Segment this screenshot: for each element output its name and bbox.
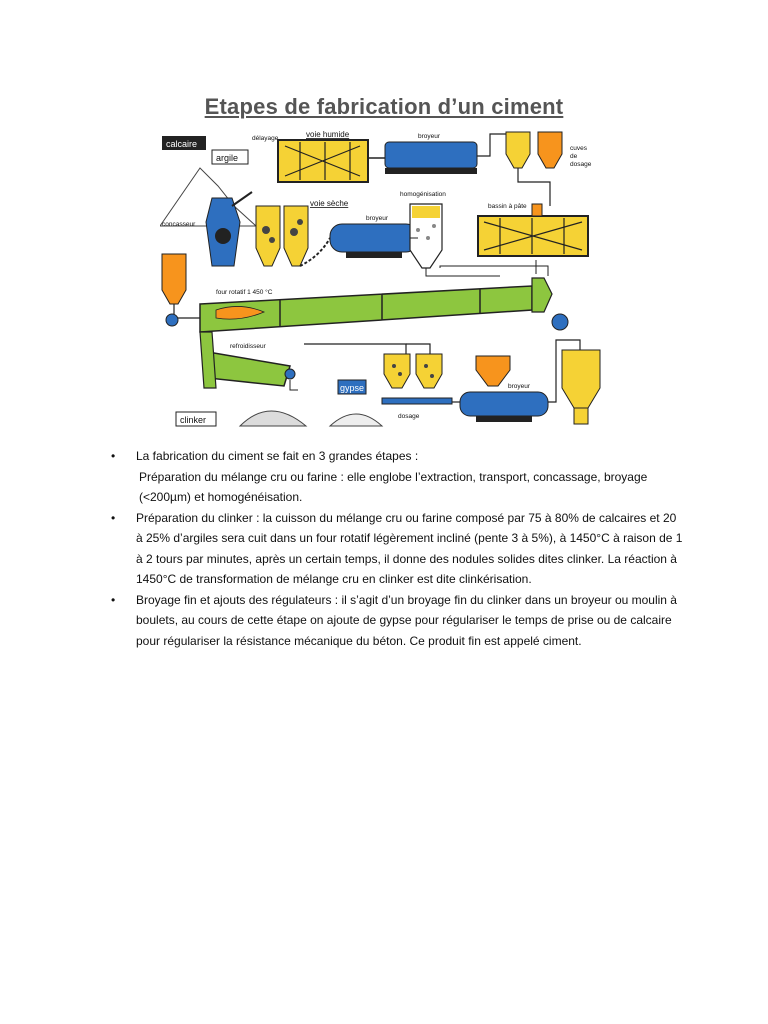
delayage-label: délayage [252, 135, 279, 142]
voie-seche-label: voie sèche [310, 199, 349, 208]
homogenisation-label: homogénisation [400, 191, 446, 198]
calcaire-label: calcaire [166, 139, 198, 149]
broyeur-bottom [460, 392, 548, 416]
clinker-label: clinker [180, 415, 207, 425]
list-item-intro [111, 446, 686, 508]
broyeur-mid-label: broyeur [366, 215, 389, 222]
bullet-glyph: • [111, 510, 116, 525]
list-item-step-2 [111, 508, 686, 590]
dosage-bottom-label: dosage [398, 413, 420, 420]
concasseur-label: concasseur [162, 221, 196, 228]
step-2-text: Préparation du clinker : la cuisson du mélange cru ou farine composé par 75 à 80% de calcaires et 20 à 25% d’argiles sera cuit dans un four rotatif légèrement incliné (pente 3 à 5%), à 1450°C à raison de 1 à 2 tours par minutes, après un certain temps, il donne des nodules solides dites clinker. La réaction à 1450°C de transformation de mélange cru en clinker est dite clinkérisation. [136, 510, 683, 586]
cuves-label: cuves [570, 145, 587, 152]
bassin-label: bassin à pâte [488, 203, 527, 210]
list-item-step-3 [111, 590, 686, 652]
broyeur-top [385, 142, 477, 168]
steps-content [111, 446, 686, 651]
broyeur-bottom-label: broyeur [508, 383, 531, 390]
four-label: four rotatif 1 450 °C [216, 289, 273, 296]
silo-dry-1 [256, 206, 280, 266]
de-label: de [570, 153, 578, 160]
step-1-text: Préparation du mélange cru ou farine : elle englobe l’extraction, transport, concassage, broyage (<200µm) et homogénéisation. [139, 469, 648, 504]
refroidisseur-label: refroidisseur [230, 343, 266, 350]
step-3-text: Broyage fin et ajouts des régulateurs : il s’agit d’un broyage fin du clinker dans un broyeur ou moulin à boulets, au cours de cette étape on ajoute de gypse pour régulariser le temps de prise ou de calcaire pour régulariser la résistance mécanique du béton. Ce produit fin est appelé ciment. [136, 592, 677, 648]
steps-list [111, 446, 686, 651]
broyeur-mid [330, 224, 418, 252]
page-title: Etapes de fabrication d’un ciment [204, 94, 564, 119]
bullet-glyph: • [111, 449, 116, 463]
step-intro-text: La fabrication du ciment se fait en 3 grandes étapes : [136, 449, 419, 463]
dosage-top-label: dosage [570, 161, 592, 168]
gypse-label: gypse [340, 383, 365, 393]
silo-dry-2 [284, 206, 308, 266]
broyeur-top-label: broyeur [418, 133, 441, 140]
bullet-glyph: • [111, 592, 116, 607]
argile-label: argile [216, 153, 239, 163]
cement-process-diagram [160, 126, 608, 428]
feed-hopper [162, 254, 186, 304]
voie-humide-label: voie humide [306, 130, 350, 139]
